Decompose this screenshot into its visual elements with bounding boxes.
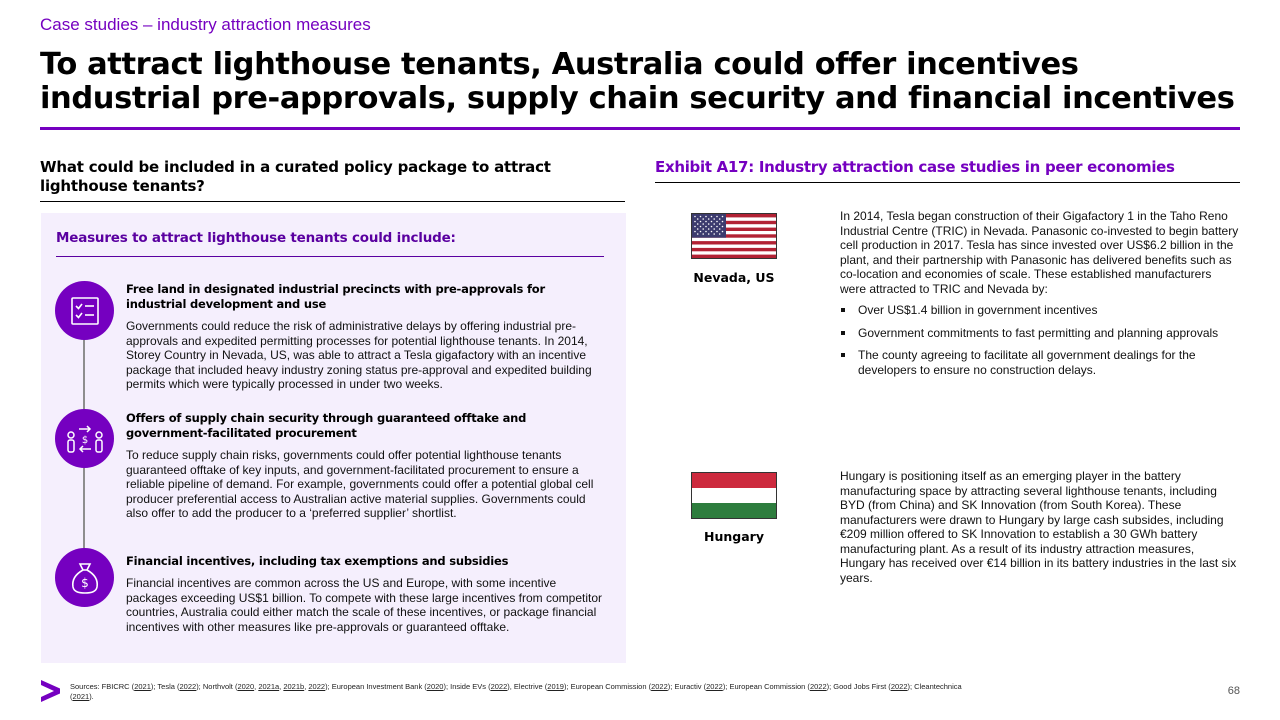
- measures-panel: [41, 213, 626, 663]
- measure-title-2: Offers of supply chain security through guaranteed offtake and government-facilitated procurement: [126, 411, 527, 440]
- exhibit-title: Exhibit A17: Industry attraction case studies in peer economies: [655, 158, 1175, 176]
- panel-title: Measures to attract lighthouse tenants could include:: [56, 230, 456, 246]
- country-label-hungary: Hungary: [704, 529, 764, 544]
- measure-body-2: To reduce supply chain risks, governments could offer potential lighthouse tenants guaranteed offtake of key inputs, and government-facilitated procurement to ensure a reliable pipeline of demand. For example, governments could offer a potential global cell producer preferential access to Australian active material supplies. Governments could also offer to add the producer to a ‘preferred supplier’ shortlist.: [126, 448, 594, 520]
- title-divider: [40, 127, 1240, 130]
- page-number: 68: [1227, 685, 1240, 697]
- svg-text:$: $: [80, 575, 89, 590]
- measure-title-3: Financial incentives, including tax exemptions and subsidies: [126, 554, 509, 568]
- sources-footnote: Sources: FBICRC (2021); Tesla (2022); Northvolt (2020, 2021a, 2021b, 2022); European Investment Bank (2020); Inside EVs (2022), Electrive (2019); European Commission (2022); Euractiv (2022); European Commission (2022); Good Jobs First (2022); Cleantechnica (2021).: [70, 682, 962, 701]
- left-divider: [40, 201, 625, 202]
- panel-divider: [56, 256, 604, 257]
- exchange-icon: [55, 409, 114, 468]
- section-kicker: Case studies – industry attraction measures: [40, 15, 371, 34]
- case-text-hungary: Hungary is positioning itself as an emerging player in the battery manufacturing space by attracting several lighthouse tenants, including BYD (from China) and SK Innovation (from South Korea). These manufacturers were drawn to Hungary by large cash subsides, including €209 million offered to SK Innovation to establish a 30 GWh battery manufacturing plant. As a result of its industry attraction measures, Hungary has received over €14 billion in its battery industries in the last six years.: [840, 469, 1237, 585]
- accenture-logo-icon: [40, 680, 60, 702]
- list-item: Government commitments to fast permitting and planning approvals: [840, 326, 1240, 341]
- measure-title-1: Free land in designated industrial precincts with pre-approvals for industrial development and use: [126, 282, 545, 311]
- measure-body-3: Financial incentives are common across the US and Europe, with some incentive packages exceeding US$1 billion. To compete with these large incentives from competitor countries, Australia could either match the scale of these incentives, or package financial incentives with other measures like pre-approvals or guaranteed offtake.: [126, 576, 603, 634]
- case-text-nevada: In 2014, Tesla began construction of their Gigafactory 1 in the Taho Reno Industrial Centre (TRIC) in Nevada. Panasonic co-invested to begin battery cell production in 2017. Tesla has since invested over US$6.2 billion in the plant, and their partnership with Panasonic has delivered benefits such as co-location and economies of scale. These established manufacturers were attracted to TRIC and Nevada by:: [840, 209, 1239, 296]
- left-heading: What could be included in a curated policy package to attract lighthouse tenants?: [40, 158, 551, 195]
- list-item: Over US$1.4 billion in government incentives: [840, 303, 1240, 318]
- nevada-bullet-list: [840, 303, 1240, 385]
- svg-text:$: $: [81, 434, 88, 446]
- list-item: The county agreeing to facilitate all government dealings for the developers to ensure no construction delays.: [840, 348, 1240, 377]
- country-label-nevada: Nevada, US: [693, 270, 775, 285]
- measure-body-1: Governments could reduce the risk of administrative delays by offering industrial pre-approvals and expedited permitting processes for potential lighthouse tenants. In 2014, Storey Country in Nevada, US, was able to attract a Tesla gigafactory with an incentive package that included heavy industry zoning status pre-approval and expedited building permits which were typically processed in under two weeks.: [126, 319, 592, 391]
- checklist-icon: [55, 281, 114, 340]
- exhibit-divider: [655, 182, 1240, 183]
- page-title: To attract lighthouse tenants, Australia could offer incentives industrial pre-approvals, supply chain security and financial incentives: [40, 47, 1235, 116]
- us-flag: [691, 213, 777, 259]
- hungary-flag: [691, 472, 777, 519]
- money-bag-icon: [55, 548, 114, 607]
